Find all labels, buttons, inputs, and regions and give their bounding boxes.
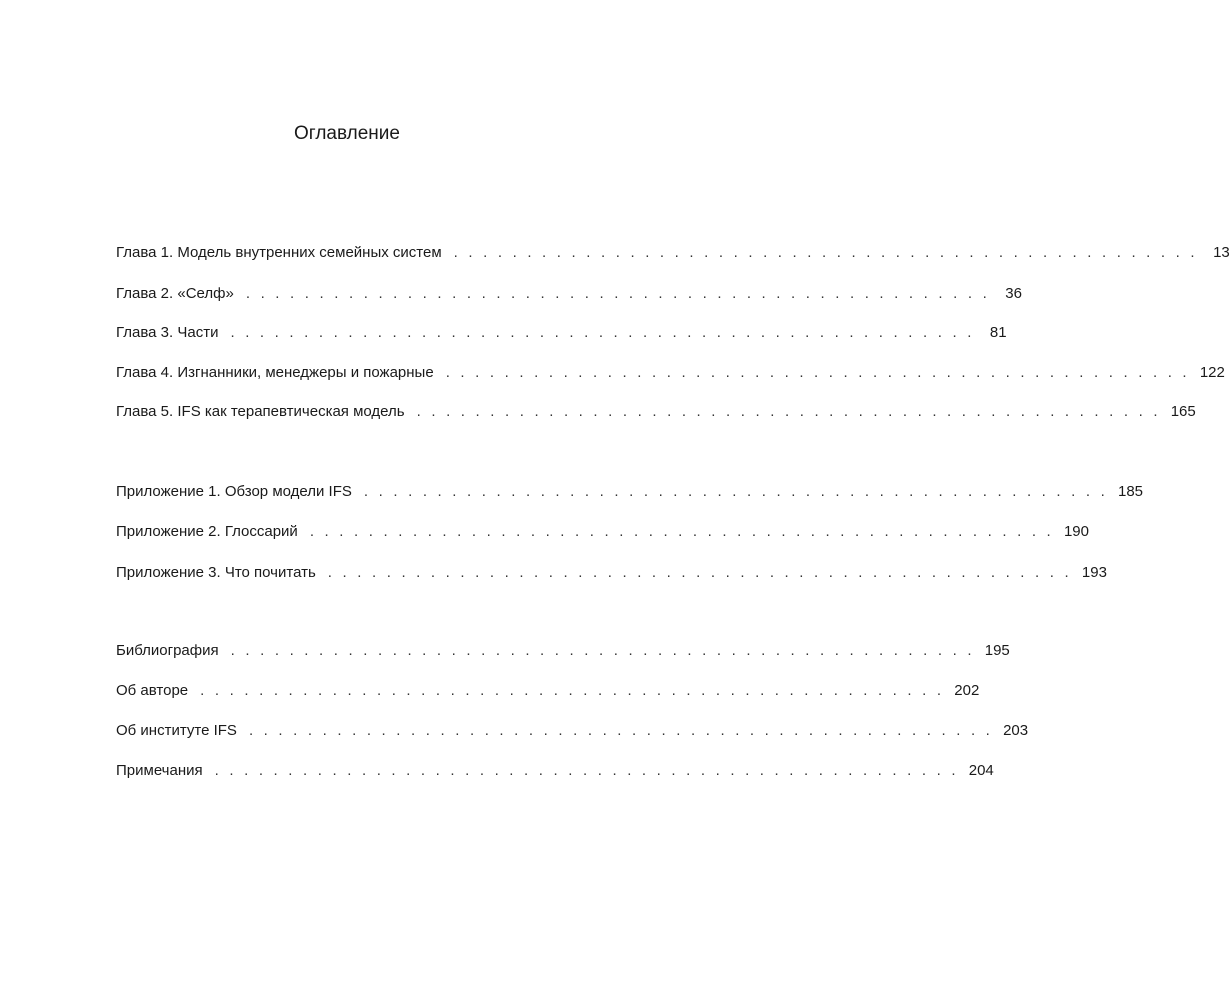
toc-dot-leader: . . . . . . . . . . . . . . . . . . . . . . . . . . . . . . . . . . . . . . . . . . . . . . . . . . . [230,642,975,659]
toc-entry-page-number: 81 [989,324,1007,341]
toc-dot-leader: . . . . . . . . . . . . . . . . . . . . . . . . . . . . . . . . . . . . . . . . . . . . . . . . . . . [214,762,959,779]
toc-entry-page-number: 122 [1199,364,1225,381]
toc-entry-label: Библиография [116,642,219,659]
toc-entry-appendix-1[interactable] [116,481,1144,503]
toc-entry-appendix-2[interactable] [116,521,1089,543]
toc-dot-leader: . . . . . . . . . . . . . . . . . . . . . . . . . . . . . . . . . . . . . . . . . . . . . . . . . . . [416,403,1161,420]
toc-entry-chapter-5[interactable] [116,401,1196,423]
toc-entry-appendix-3[interactable] [116,562,1107,584]
toc-entry-label: Приложение 1. Обзор модели IFS [116,483,352,500]
toc-entry-label: Об институте IFS [116,722,237,739]
toc-entry-chapter-2[interactable] [116,283,1022,305]
toc-entry-label: Приложение 2. Глоссарий [116,523,298,540]
toc-entry-label: Глава 5. IFS как терапевтическая модель [116,403,405,420]
toc-entry-about-institute[interactable] [116,720,1029,742]
toc-entry-chapter-4[interactable] [116,362,1225,384]
toc-entry-page-number: 13 [1213,244,1230,261]
toc-entry-page-number: 36 [1005,285,1022,302]
toc-entry-page-number: 193 [1081,564,1107,581]
toc-dot-leader: . . . . . . . . . . . . . . . . . . . . . . . . . . . . . . . . . . . . . . . . . . . . . . . . . . . [309,523,1054,540]
toc-entry-label: Приложение 3. Что почитать [116,564,316,581]
toc-dot-leader: . . . . . . . . . . . . . . . . . . . . . . . . . . . . . . . . . . . . . . . . . . . . . . . . . . . [200,682,945,699]
toc-dot-leader: . . . . . . . . . . . . . . . . . . . . . . . . . . . . . . . . . . . . . . . . . . . . . . . . . . . [453,244,1198,261]
toc-entry-page-number: 190 [1063,523,1089,540]
toc-entry-page-number: 203 [1003,722,1029,739]
toc-entry-label: Глава 2. «Селф» [116,285,234,302]
toc-entry-chapter-1[interactable] [116,242,1230,264]
toc-entry-page-number: 165 [1170,403,1196,420]
toc-entry-notes[interactable] [116,760,994,782]
toc-entry-page-number: 185 [1118,483,1144,500]
toc-entry-page-number: 195 [984,642,1010,659]
toc-dot-leader: . . . . . . . . . . . . . . . . . . . . . . . . . . . . . . . . . . . . . . . . . . . . . . . . . . . [248,722,994,739]
toc-title: Оглавление [294,123,400,144]
toc-entry-label: Глава 4. Изгнанники, менеджеры и пожарные [116,364,434,381]
toc-entry-chapter-3[interactable] [116,322,1007,344]
toc-entry-bibliography[interactable] [116,640,1010,662]
toc-dot-leader: . . . . . . . . . . . . . . . . . . . . . . . . . . . . . . . . . . . . . . . . . . . . . . . . . . . [445,364,1190,381]
toc-entry-page-number: 202 [954,682,980,699]
toc-dot-leader: . . . . . . . . . . . . . . . . . . . . . . . . . . . . . . . . . . . . . . . . . . . . . . . . . . . [245,285,990,302]
toc-entry-about-author[interactable] [116,680,980,702]
toc-dot-leader: . . . . . . . . . . . . . . . . . . . . . . . . . . . . . . . . . . . . . . . . . . . . . . . . . . . [363,483,1108,500]
toc-entry-label: Глава 3. Части [116,324,219,341]
toc-entry-label: Об авторе [116,682,189,699]
toc-dot-leader: . . . . . . . . . . . . . . . . . . . . . . . . . . . . . . . . . . . . . . . . . . . . . . . . . . . [230,324,975,341]
toc-entry-label: Глава 1. Модель внутренних семейных систем [116,244,442,261]
toc-entry-label: Примечания [116,762,203,779]
toc-entry-page-number: 204 [968,762,994,779]
toc-dot-leader: . . . . . . . . . . . . . . . . . . . . . . . . . . . . . . . . . . . . . . . . . . . . . . . . . . . [327,564,1072,581]
